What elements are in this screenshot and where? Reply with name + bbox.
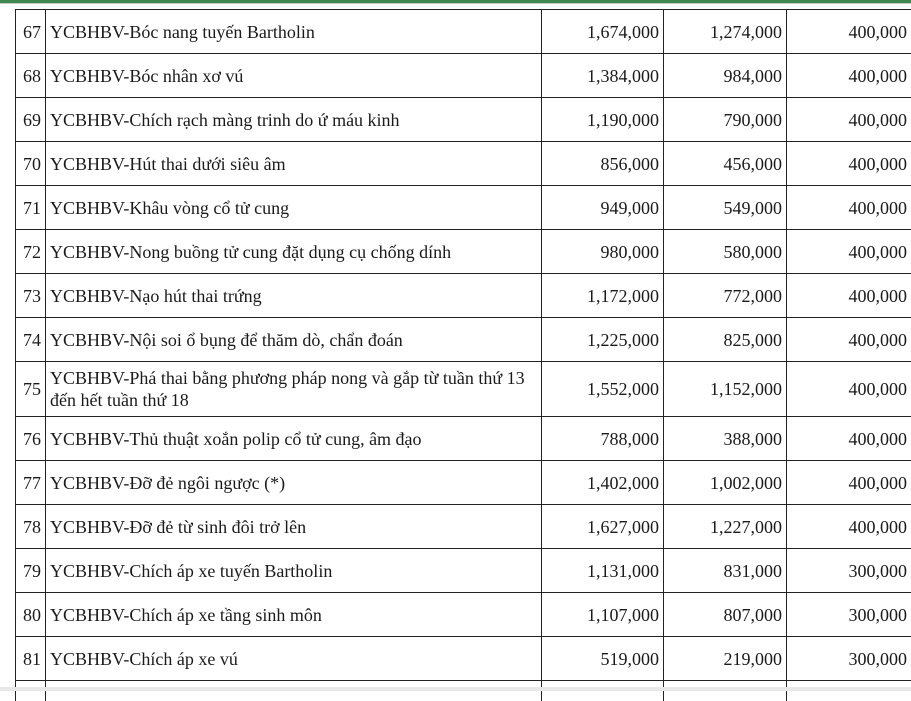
insurance-price: 580,000 [664,230,787,274]
row-number: 76 [16,417,46,461]
service-name: YCBHBV-Hút thai dưới siêu âm [46,142,542,186]
table-row [16,637,911,681]
row-number: 70 [16,142,46,186]
service-price: 788,000 [542,417,664,461]
price-difference: 400,000 [787,98,911,142]
service-name: YCBHBV-Thủ thuật xoắn polip cổ tử cung, âm đạo [46,417,542,461]
service-name: YCBHBV-Chích áp xe tuyến Bartholin [46,549,542,593]
row-number: 68 [16,54,46,98]
table-row [16,274,911,318]
row-number: 71 [16,186,46,230]
table-row [16,142,911,186]
price-difference: 300,000 [787,593,911,637]
row-number: 75 [16,362,46,417]
price-difference: 300,000 [787,549,911,593]
insurance-price: 1,002,000 [664,461,787,505]
service-price: 1,552,000 [542,362,664,417]
row-number: 74 [16,318,46,362]
insurance-price: 219,000 [664,637,787,681]
insurance-price: 831,000 [664,549,787,593]
row-number: 72 [16,230,46,274]
row-number: 77 [16,461,46,505]
insurance-price: 790,000 [664,98,787,142]
row-number: 80 [16,593,46,637]
price-difference: 400,000 [787,461,911,505]
service-name: YCBHBV-Chích rạch màng trinh do ứ máu kinh [46,98,542,142]
price-difference: 400,000 [787,10,911,54]
insurance-price: 456,000 [664,142,787,186]
price-difference: 400,000 [787,505,911,549]
service-price: 1,172,000 [542,274,664,318]
bottom-edge [0,687,911,691]
service-price: 1,225,000 [542,318,664,362]
top-divider [0,3,911,4]
price-table [15,9,911,701]
service-price: 1,402,000 [542,461,664,505]
service-name: YCBHBV-Phá thai bằng phương pháp nong và gắp từ tuần thứ 13 đến hết tuần thứ 18 [46,362,542,417]
service-price: 1,107,000 [542,593,664,637]
row-number: 67 [16,10,46,54]
insurance-price: 549,000 [664,186,787,230]
table-row [16,549,911,593]
service-name: YCBHBV-Nội soi ổ bụng để thăm dò, chẩn đoán [46,318,542,362]
service-price: 1,627,000 [542,505,664,549]
price-difference: 400,000 [787,186,911,230]
price-difference: 400,000 [787,230,911,274]
table-row [16,230,911,274]
service-name: YCBHBV-Khâu vòng cổ tử cung [46,186,542,230]
row-number: 69 [16,98,46,142]
table-row [16,10,911,54]
row-number: 78 [16,505,46,549]
table-row [16,505,911,549]
price-difference: 400,000 [787,318,911,362]
service-name: YCBHBV-Đỡ đẻ ngôi ngược (*) [46,461,542,505]
service-price: 856,000 [542,142,664,186]
service-name: YCBHBV-Nạo hút thai trứng [46,274,542,318]
row-number: 79 [16,549,46,593]
service-name: YCBHBV-Chích áp xe vú [46,637,542,681]
insurance-price: 388,000 [664,417,787,461]
price-difference: 400,000 [787,417,911,461]
service-name: YCBHBV-Bóc nang tuyến Bartholin [46,10,542,54]
table-row [16,593,911,637]
price-difference: 400,000 [787,362,911,417]
service-name: YCBHBV-Nong buồng tử cung đặt dụng cụ chống dính [46,230,542,274]
table-row [16,318,911,362]
service-price: 980,000 [542,230,664,274]
price-difference: 400,000 [787,142,911,186]
table-row [16,98,911,142]
insurance-price: 984,000 [664,54,787,98]
price-difference: 400,000 [787,54,911,98]
table-row [16,186,911,230]
table-row [16,417,911,461]
price-difference: 400,000 [787,274,911,318]
table-row [16,54,911,98]
service-price: 1,384,000 [542,54,664,98]
row-number: 73 [16,274,46,318]
service-name: YCBHBV-Chích áp xe tầng sinh môn [46,593,542,637]
table-row [16,461,911,505]
price-difference: 300,000 [787,637,911,681]
service-price: 949,000 [542,186,664,230]
service-name: YCBHBV-Đỡ đẻ từ sinh đôi trở lên [46,505,542,549]
insurance-price: 825,000 [664,318,787,362]
table-row [16,362,911,417]
service-price: 1,190,000 [542,98,664,142]
insurance-price: 1,274,000 [664,10,787,54]
insurance-price: 807,000 [664,593,787,637]
service-price: 1,674,000 [542,10,664,54]
service-price: 519,000 [542,637,664,681]
service-name: YCBHBV-Bóc nhân xơ vú [46,54,542,98]
row-number: 81 [16,637,46,681]
insurance-price: 1,227,000 [664,505,787,549]
insurance-price: 1,152,000 [664,362,787,417]
service-price: 1,131,000 [542,549,664,593]
insurance-price: 772,000 [664,274,787,318]
